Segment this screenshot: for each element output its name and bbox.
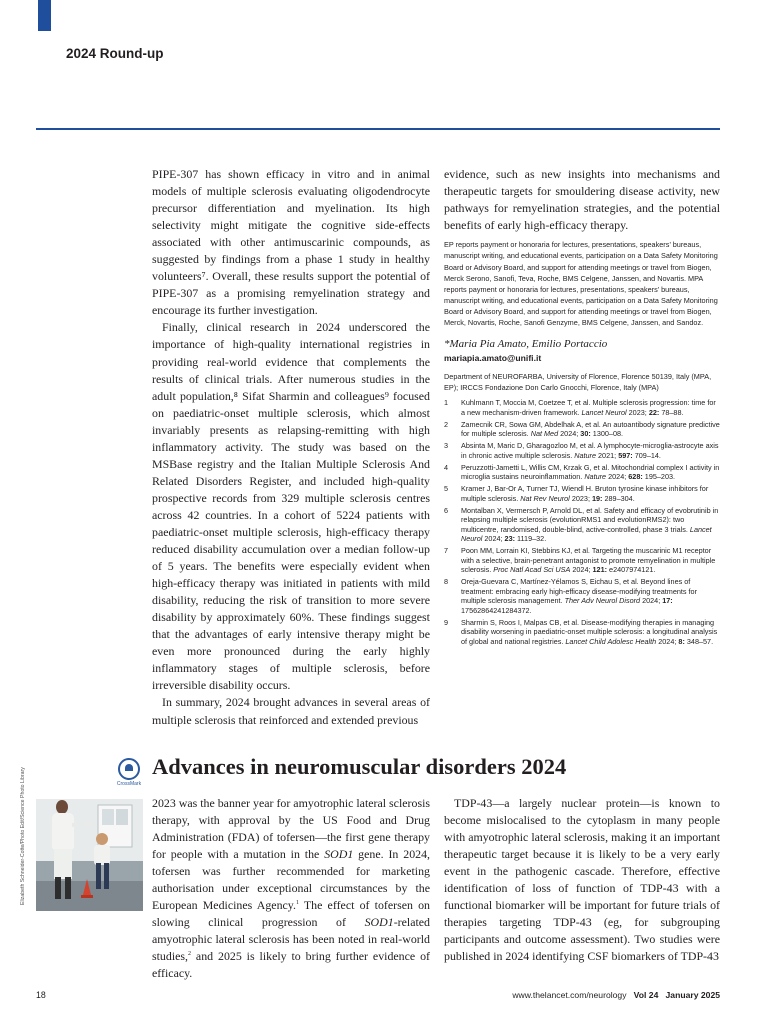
section-label: 2024 Round-up [66, 46, 164, 61]
reference-item[interactable] [444, 420, 720, 439]
reference-item[interactable] [444, 577, 720, 615]
reference-list [444, 398, 720, 646]
reference-year: 2021; [598, 450, 617, 460]
reference-year: 2024; [484, 534, 503, 544]
reference-text: Poon MM, Lorrain KI, Stebbins KJ, et al. Targeting the muscarinic M1 receptor with a selective, brain-penetrant antagonist to promote remyelination in multiple sclerosis. [461, 546, 716, 575]
reference-number: 1 [444, 398, 449, 408]
reference-journal: Nat Rev Neurol [520, 493, 570, 503]
upper-right-column [444, 166, 720, 649]
paragraph: PIPE-307 has shown efficacy in vitro and in animal models of multiple sclerosis evaluating oligodendrocyte precursor differentiation and myelination. Its high selectivity might mitigate the cognitive side-effects associated with other antimuscarinic compounds, as suggested by findings from a phase 1 study in healthy volunteers⁷. Overall, these results support the potential of PIPE-307 as a promising remyelination strategy and encourage its further investigation. [152, 167, 430, 318]
reference-year: 2024; [572, 565, 591, 575]
reference-pages: 348–57. [686, 636, 714, 646]
reference-journal: Proc Natl Acad Sci USA [493, 565, 571, 575]
reference-volume: 597: [618, 450, 633, 460]
reference-item[interactable] [444, 484, 720, 503]
author-email[interactable]: mariapia.amato@unifi.it [444, 353, 542, 364]
lower-right-column [444, 795, 720, 965]
photo-credit [20, 767, 34, 905]
journal-footer [512, 990, 720, 1000]
crossmark-badge [118, 758, 140, 780]
reference-year: 2024; [608, 472, 627, 482]
journal-volume: Vol 24 [633, 990, 659, 1000]
reference-volume: 23: [504, 534, 516, 544]
gene-name: SOD1 [324, 847, 354, 862]
reference-text: Kuhlmann T, Moccia M, Coetzee T, et al. Multiple sclerosis progression: time for a new mechanism-driven framework. [461, 398, 716, 417]
reference-number: 8 [444, 577, 449, 587]
reference-text: Peruzzotti-Jametti L, Willis CM, Krzak G, et al. Mitochondrial complex I activity in microglia sustains neuroinflammation. [461, 462, 720, 482]
text-run: -related amyotrophic lateral sclerosis has been noted in real-world studies, [152, 915, 430, 964]
reference-pages: 289–304. [604, 493, 635, 503]
disclosure-statement: EP reports payment or honoraria for lectures, presentations, speakers’ bureaus, manuscript writing, and educational events, participation on a Data Safety Monitoring Board or Advisory Board, and support for attending meetings or travel from Biogen, Merck Serono, Sanofi, Teva, Roche, BMS Celgene, Janssen, and Novartis. MPA reports payment or honoraria for lectures, presentations, speakers’ bureaus, manuscript writing, and educational events, participation on a Data Safety Monitoring Board or Advisory Board, and support for attending meetings or travel from Biogen, Merck, Novartis, Roche, Sanofi Genzyme, BMS Celgene, Janssen, and Sandoz. [444, 240, 718, 328]
reference-number: 6 [444, 505, 449, 515]
text-run: gene. In 2024, tofersen was further recommended for marketing authorisation under exceptional circumstances by the European Medicines Agency. [152, 847, 431, 913]
reference-item[interactable] [444, 506, 720, 544]
paragraph: In summary, 2024 brought advances in several areas of multiple sclerosis that reinforced and extended previous [152, 695, 430, 727]
reference-pages: 17562864241284372. [461, 605, 532, 615]
crossmark-icon[interactable] [114, 758, 144, 788]
reference-year: 2024; [560, 429, 579, 439]
reference-pages: 709–14. [634, 450, 661, 460]
reference-number: 9 [444, 617, 449, 627]
reference-year: 2024; [642, 596, 661, 606]
section-tab [38, 0, 51, 31]
gene-name: SOD1 [364, 915, 394, 930]
reference-pages: 1300–08. [592, 429, 624, 439]
reference-journal: Lancet Neurol [581, 407, 627, 417]
reference-volume: 19: [591, 493, 603, 503]
reference-text: Kramer J, Bar-Or A, Turner TJ, Wiendl H. Bruton tyrosine kinase inhibitors for multiple sclerosis. [461, 484, 709, 503]
author-affiliation: Department of NEUROFARBA, University of Florence, Florence 50139, Italy (MPA, EP); IRCCS Fondazione Don Carlo Gnocchi, Florence, Italy (MPA) [444, 372, 712, 392]
article-photo [36, 799, 143, 911]
reference-number: 5 [444, 484, 449, 494]
reference-text: Montalban X, Vermersch P, Arnold DL, et al. Safety and efficacy of evobrutinib in relapsing multiple sclerosis (evolutionRMS1 and evolutionRMS2): two multicentre, randomised, double-blind, active-controlled, phase 3 trials. [461, 505, 719, 534]
reference-item[interactable] [444, 546, 720, 574]
reference-volume: 121: [592, 565, 608, 575]
reference-number: 2 [444, 419, 449, 429]
reference-volume: 8: [678, 636, 685, 646]
reference-volume: 17: [662, 596, 673, 606]
paragraph: TDP-43—a largely nuclear protein—is known to become mislocalised to the cytoplasm in many people with amyotrophic lateral sclerosis, making it an important therapeutic target because it is likely to be a very early event in the pathogenic cascade. Therefore, effective identification of loss of function of TDP-43 with a functional biomarker will be important for future trials of therapies targeting TDP-43 (eg, for subgrouping participants and outcome assessment). Two studies were published in 2024 identifying CSF biomarkers of TDP-43 [444, 796, 720, 964]
reference-pages: 195–203. [644, 472, 676, 482]
text-run: The effect of tofersen on slowing clinical progression of [152, 898, 430, 930]
page-number: 18 [36, 990, 46, 1000]
author-names: *Maria Pia Amato, Emilio Portaccio [444, 338, 608, 351]
reference-pages: 1119–32. [517, 534, 547, 544]
journal-date: January 2025 [665, 990, 720, 1000]
reference-volume: 628: [628, 472, 643, 482]
reference-item[interactable] [444, 441, 720, 460]
reference-journal: Nature [584, 472, 607, 482]
reference-journal: Nat Med [530, 429, 559, 439]
photo-credit-text: Elizabeth Schneider-Cotte/Photo Edit/Science Photo Library [20, 767, 26, 905]
citation-marker[interactable]: 2 [188, 951, 192, 958]
reference-item[interactable] [444, 463, 720, 482]
reference-number: 4 [444, 462, 449, 472]
reference-volume: 30: [580, 429, 591, 439]
journal-url[interactable]: www.thelancet.com/neurology [512, 990, 627, 1000]
clinic-scene-image [36, 799, 143, 911]
text-run: and 2025 is likely to bring further evidence of efficacy. [152, 949, 430, 981]
paragraph [152, 795, 430, 983]
text-run: 2023 was the banner year for amyotrophic lateral sclerosis therapy, with approval by the US Food and Drug Administration (FDA) of tofersen—the first gene therapy for people with a mutation in the [152, 796, 431, 862]
reference-text: Absinta M, Maric D, Gharagozloo M, et al. A lymphocyte-microglia-astrocyte axis in chronic active multiple sclerosis. [461, 441, 719, 460]
article-title: Advances in neuromuscular disorders 2024 [152, 754, 567, 779]
reference-number: 3 [444, 441, 449, 451]
reference-year: 2024; [658, 636, 677, 646]
reference-journal: Lancet Child Adolesc Health [565, 636, 657, 646]
reference-pages: 78–88. [661, 407, 684, 417]
header-rule [36, 128, 720, 130]
reference-item[interactable] [444, 398, 720, 417]
reference-item[interactable] [444, 618, 720, 646]
reference-journal: Lancet Neurol [461, 524, 712, 544]
upper-left-column [152, 166, 430, 729]
reference-pages: e2407974121. [609, 565, 656, 575]
reference-volume: 22: [648, 407, 660, 417]
reference-text: Oreja-Guevara C, Martínez-Yélamos S, Eichau S, et al. Beyond lines of treatment: embracing early high-efficacy disease-modifying treatments for multiple sclerosis management. [461, 577, 698, 606]
reference-year: 2023; [571, 493, 590, 503]
paragraph: Finally, clinical research in 2024 underscored the importance of high-quality international registries in providing real-world evidence that complements the results of clinical trials. After numerous studies in the adult population,⁸ Sifat Sharmin and colleagues⁹ focused on paediatric-onset multiple sclerosis, which almost invariably presents as relapsing-remitting with high inflammatory activity. The study was based on the MSBase registry and the Italian Multiple Sclerosis And Related Disorders Register, and included high-quality prospective records from 329 multiple sclerosis centres across 42 countries. In a cohort of 5224 patients with paediatric-onset multiple sclerosis, high-efficacy therapy reduced disability accumulation over a median follow-up of 5 years. The benefits were especially evident when high-efficacy therapy was initiated in patients with mild disability, reducing the risk of transition to more severe disability by approximately 60%. These findings suggest that the advantages of early intensive therapy might be even more pronounced during the early highly inflammatory stages of multiple sclerosis, before irreversible disability occurs. [152, 320, 430, 693]
reference-text: Sharmin S, Roos I, Malpas CB, et al. Disease-modifying therapies in managing disability worsening in paediatric-onset multiple sclerosis: a longitudinal analysis of global and national registries. [461, 617, 718, 646]
reference-year: 2023; [628, 407, 647, 417]
citation-marker[interactable]: 1 [295, 900, 299, 907]
paragraph: evidence, such as new insights into mechanisms and therapeutic targets for smouldering disease activity, new pathways for remyelination strategies, and the potential benefits of early high-efficacy therapy. [444, 167, 720, 233]
reference-number: 7 [444, 546, 449, 556]
lower-left-column [152, 795, 430, 983]
crossmark-label: CrossMark [116, 781, 142, 787]
reference-text: Zamecnik CR, Sowa GM, Abdelhak A, et al. An autoantibody signature predictive for multiple sclerosis. [461, 419, 720, 439]
reference-journal: Nature [574, 450, 596, 460]
reference-journal: Ther Adv Neurol Disord [564, 596, 641, 606]
